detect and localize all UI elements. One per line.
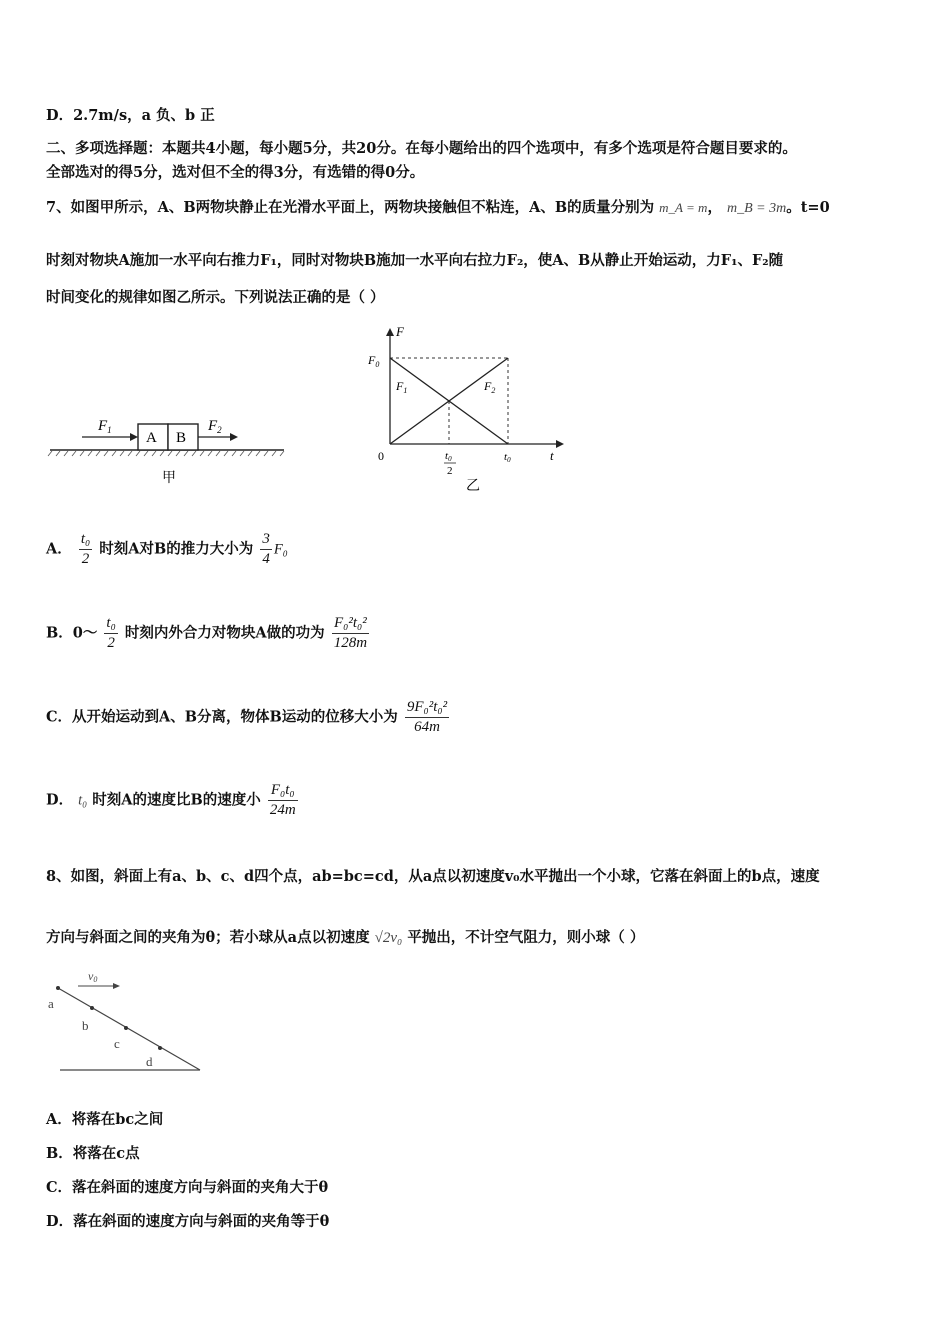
- block-a-label: A: [146, 430, 157, 446]
- t0-half-num: t0: [445, 450, 452, 463]
- option-b-text: 时刻内外合力对物块A做的功为: [124, 624, 325, 642]
- option-d-t0: t₀: [78, 792, 88, 809]
- option-a-frac1: $\frac{\text{t₀}}{2}$: [80, 531, 91, 567]
- f1-label: $F_1$: [98, 418, 112, 435]
- q7-stem-line1: 7、如图甲所示，A、B两物块静止在光滑水平面上，两物块接触但不粘连，A、B的质量分别为 m_A = m， m_B = 3m。t=0: [46, 199, 830, 216]
- q7-stem-line3: 时间变化的规律如图乙所示。下列说法正确的是（ ）: [46, 289, 385, 306]
- incline-line: [58, 988, 200, 1070]
- q7-option-a: [46, 530, 288, 569]
- origin-label: 0: [378, 449, 384, 463]
- figure-yi: [360, 322, 570, 497]
- q7-stem-text: 7、如图甲所示，A、B两物块静止在光滑水平面上，两物块接触但不粘连，A、B的质量分别为: [46, 199, 655, 216]
- figure-incline: [44, 966, 209, 1076]
- option-d-frac: $\frac{\text{F₀t₀}}{24m}$: [269, 782, 296, 818]
- option-a-tail: F₀: [273, 541, 288, 558]
- q8-stem-line2: [46, 926, 644, 947]
- q8-option-a: A．将落在bc之间: [46, 1111, 164, 1128]
- q8-option-d: D．落在斜面的速度方向与斜面的夹角等于θ: [46, 1213, 330, 1230]
- t0-half-den: 2: [447, 465, 453, 477]
- f0-tick-label: $F_0$: [368, 353, 380, 369]
- label-b: b: [82, 1018, 89, 1033]
- point-a: [56, 986, 60, 990]
- q8-stem-line1: 8、如图，斜面上有a、b、c、d四个点，ab=bc=cd，从a点以初速度v₀水平抛出一个小球，它落在斜面上的b点，速度: [46, 868, 820, 885]
- figure-jia: [46, 400, 291, 490]
- label-c: c: [114, 1036, 120, 1051]
- q7-option-d: [46, 781, 300, 820]
- q6-option-d: D．2.7m/s，a 负、b 正: [46, 107, 215, 124]
- point-d: [158, 1046, 162, 1050]
- q8-option-c: C．落在斜面的速度方向与斜面的夹角大于θ: [46, 1179, 329, 1196]
- f2-line-label: $F_2$: [484, 379, 496, 395]
- q8-stem-post: 平抛出，不计空气阻力，则小球（ ）: [407, 929, 645, 946]
- q7-option-b: [46, 614, 371, 653]
- t0-tick-label: t0: [504, 451, 511, 464]
- option-b-label: B．0～: [46, 624, 98, 642]
- caption-jia: 甲: [162, 471, 176, 486]
- option-b-frac1: $\frac{\text{t₀}}{2}$: [106, 615, 116, 651]
- section-header-line2: 全部选对的得5分，选对但不全的得3分，有选错的得0分。: [46, 164, 425, 181]
- point-b: [90, 1006, 94, 1010]
- option-b-frac2: $\frac{\text{F₀²t₀²}}{128m}$: [333, 615, 368, 651]
- q7-mass-a: m_A = m: [659, 200, 708, 215]
- f1-line-label: $F_1$: [396, 379, 408, 395]
- q8-stem-pre: 方向与斜面之间的夹角为θ；若小球从a点以初速度: [46, 929, 370, 946]
- option-a-text: 时刻A对B的推力大小为: [99, 540, 254, 558]
- label-d: d: [146, 1054, 153, 1069]
- option-c-frac: $\frac{\text{9F₀²t₀²}}{64m}$: [406, 699, 448, 735]
- q7-mass-b: m_B = 3m: [727, 201, 787, 216]
- option-d-label: D．: [46, 791, 74, 809]
- option-d-text: 时刻A的速度比B的速度小: [92, 791, 261, 809]
- q8-option-b: B．将落在c点: [46, 1145, 140, 1162]
- q7-stem-line2: 时刻对物块A施加一水平向右推力F₁，同时对物块B施加一水平向右拉力F₂，使A、B从静止开始运动，力F₁、F₂随: [46, 252, 784, 269]
- section-header-line1: 二、多项选择题：本题共4小题，每小题5分，共20分。在每小题给出的四个选项中，有多个选项是符合题目要求的。: [46, 140, 797, 157]
- q7-stem-end: 。t=0: [786, 199, 830, 216]
- option-a-label: A．: [46, 540, 72, 558]
- f2-label: $F_2$: [208, 418, 222, 435]
- q8-speed: √2v₀: [374, 930, 403, 946]
- v0-label: v0: [88, 969, 98, 984]
- x-axis-label: t: [550, 448, 554, 463]
- caption-yi: 乙: [466, 479, 480, 494]
- option-a-frac2: $\frac{3}{4}$: [262, 531, 270, 567]
- y-axis-label: F: [396, 324, 404, 339]
- label-a: a: [48, 996, 54, 1011]
- q7-option-c: [46, 698, 451, 737]
- option-c-text: C．从开始运动到A、B分离，物体B运动的位移大小为: [46, 708, 398, 726]
- block-b-label: B: [176, 430, 187, 446]
- point-c: [124, 1026, 128, 1030]
